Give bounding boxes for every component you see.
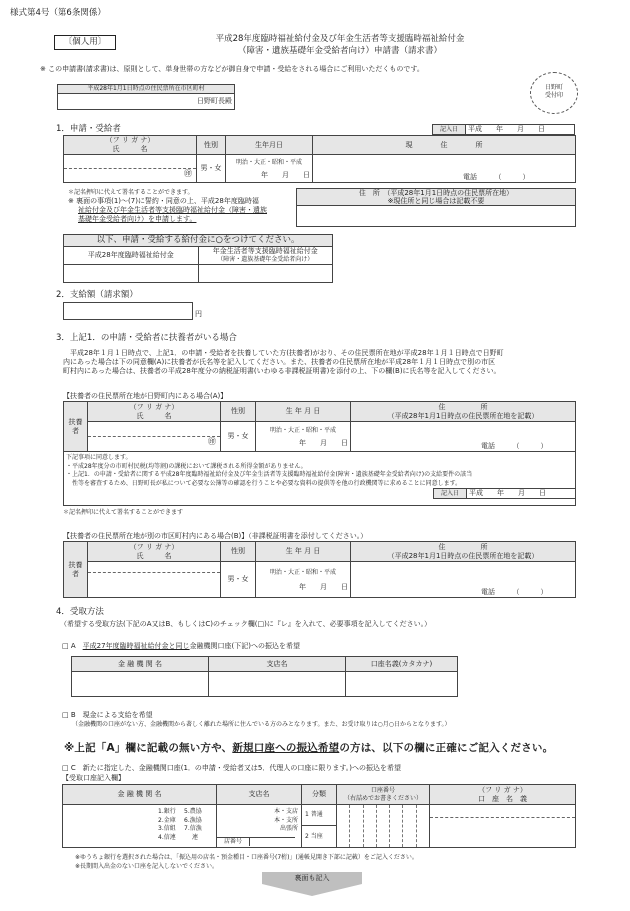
stamp-line-1: 日野町 xyxy=(544,84,563,91)
option-c-holder-header: （フ リ ガ ナ） 口 座 名 義 xyxy=(430,785,576,805)
jan1-address-header: 住 所 （平成28年1月1日時点の住民票所在地） ※現住所と同じ場合は記載不要 xyxy=(297,189,576,206)
branch-number-label: 店番号 xyxy=(217,838,250,846)
consent-line-4: 性等を審査するため、日野町長が私について必要な公簿等の確認を行うことや必要な資料の提供等を他の行政機関等に求めることに同意します。 xyxy=(66,479,462,487)
sec3b-sex-header: 性別 xyxy=(221,542,256,562)
sec2-title: 2．支給額（請求額） xyxy=(56,290,138,300)
option-a-bank-field[interactable] xyxy=(72,672,209,697)
see-reverse-arrow xyxy=(262,872,362,900)
residence-box-header: 平成28年1月1日時点の住民票所在市区町村 xyxy=(58,85,235,94)
sec3-a-table xyxy=(63,401,576,506)
sec3-title: 3．上記1．の申請・受給者に扶養者がいる場合 xyxy=(56,333,237,343)
sec3a-address-field[interactable]: 電話 （ ） xyxy=(351,422,576,452)
sec3-para-2: 内にあった場合は下の同意欄(A)に扶養者が氏名等を記入してください。また、扶養者の住民票所在地が平成28年１月１日時点で別の市区 xyxy=(63,358,496,366)
sec3-para-3: 町村内にあった場合は、扶養者の平成28年度分の納税証明書(いわゆる非課税証明書)を添付の上、下の欄(B)に氏名等を記入してください。 xyxy=(63,367,501,375)
fuyosha-label-a: 扶養者 xyxy=(64,402,88,452)
option-c-sub: 【受取口座記入欄】 xyxy=(62,774,125,782)
sign-note: ＊記名押印に代えて署名することができます。 xyxy=(68,189,194,196)
pledge-line-3: 基礎年金受給者向け）を申請します。 xyxy=(78,215,197,223)
option-c-table xyxy=(62,784,576,848)
option-c-bank-header: 金 融 機 関 名 xyxy=(63,785,217,805)
sec1-name-field[interactable] xyxy=(64,155,197,183)
benefit-option-a[interactable]: 平成28年度臨時福祉給付金 xyxy=(64,246,199,264)
sec3-para-1: 平成28年１月１日時点で、上記1．の申請・受給者を扶養していた方(扶養者)がおり、その住民票所在地が平成28年１月１日時点で日野町 xyxy=(70,349,504,357)
sec3b-address-header: 住 所 （平成28年1月1日時点の住民票所在地を記載） xyxy=(351,542,576,562)
form-number: 様式第4号（第6条関係） xyxy=(10,8,106,18)
benefit-circle-b[interactable] xyxy=(198,264,333,282)
option-a-checkbox[interactable]: □ A xyxy=(62,642,83,650)
consent-line-3: ・上記1．の申請・受給者に関する平成28年度臨時福祉給付金及び年金生活者等支援臨時福祉給付金(障害・遺族基礎年金受給者向け)の支給要件の該当 xyxy=(66,471,473,478)
address-field[interactable] xyxy=(313,155,576,183)
sec3a-address-header: 住 所 （平成28年1月1日時点の住民票所在地を記載） xyxy=(351,402,576,422)
kojin-label: 〔個人用〕 xyxy=(54,35,116,50)
sec1-name-header xyxy=(64,136,197,155)
furigana-label: （フ リ ガ ナ） xyxy=(105,136,155,144)
bank-types-col2: 5.農協 6.漁協 7.信漁 連 xyxy=(184,808,202,841)
option-c-branch-header: 支店名 xyxy=(217,785,302,805)
sec3a-sex-field[interactable]: 男・女 xyxy=(221,422,256,452)
option-c-label[interactable]: □ C 新たに指定した、金融機関口座(1．の申請・受給者又は5．代理人の口座に限ります。)への振込を希望 xyxy=(62,764,402,772)
sec3a-birth-field[interactable]: 明治・大正・昭和・平成 年 月 日 xyxy=(256,422,351,452)
usage-notice: ※ この申請書(請求書)は、原則として、単身世帯の方などが御自身で申請・受給をされる場合にご利用いただくものです。 xyxy=(40,65,424,73)
sec3a-name-header: （フ リ ガ ナ） 氏 名 xyxy=(88,402,221,422)
consent-block xyxy=(64,452,576,506)
sec4-title: 4．受取方法 xyxy=(56,607,104,617)
option-c-kind-field[interactable] xyxy=(302,805,337,848)
sec1-birth-header: 生年月日 xyxy=(226,136,313,155)
consent-line-2: ・平成28年度分の市町村民税(均等割)の課税において課税される所得金額がありません。 xyxy=(66,462,307,470)
era-options: 明治・大正・昭和・平成 xyxy=(235,158,302,166)
kind-current[interactable]: 2 当座 xyxy=(305,833,323,840)
branch-number-row[interactable] xyxy=(217,837,295,847)
new-account-notice: ※上記「A」欄に記載の無い方や、新規口座への振込希望の方は、以下の欄に正確にご記入ください。 xyxy=(64,742,554,754)
option-a-branch-field[interactable] xyxy=(209,672,346,697)
sec3-kinyubi-label: 記入日 xyxy=(434,489,467,499)
amount-field[interactable] xyxy=(63,302,193,320)
option-a-text: 金融機関口座(下記)への振込を希望 xyxy=(189,642,301,650)
name-label: 氏 名 xyxy=(112,145,148,153)
pledge-line-1: ※ 裏面の事項(1)〜(7)に誓約・同意の上、平成28年度臨時福 xyxy=(68,197,259,205)
birthdate-field[interactable] xyxy=(226,155,313,183)
residence-box xyxy=(57,84,235,110)
option-c-holder-field[interactable] xyxy=(430,805,576,848)
sec3b-birth-field[interactable]: 明治・大正・昭和・平成 年 月 日 xyxy=(256,562,351,598)
arrow-down-icon xyxy=(262,884,362,896)
sec1-address-header: 現 住 所 xyxy=(313,136,576,155)
benefit-circle-a[interactable] xyxy=(64,264,199,282)
option-c-number-header: 口座番号 （右詰めでお書きください） xyxy=(337,785,430,805)
option-a-holder-field[interactable] xyxy=(346,672,458,697)
sec3-b-title: 【扶養者の住民票所在地が別の市区町村内にある場合(B)】（非課税証明書を添付してください。） xyxy=(63,532,368,540)
yen-label: 円 xyxy=(195,310,202,318)
option-b-label[interactable]: □ B 現金による支給を希望 xyxy=(62,711,153,719)
addressee: 日野町長殿 xyxy=(58,94,235,110)
sec3b-sex-field[interactable]: 男・女 xyxy=(221,562,256,598)
sec3-sign-note: ＊記名押印に代えて署名することができます xyxy=(63,509,184,516)
sec3a-seal-mark: ㊞ xyxy=(208,437,216,446)
form-title-2: （障害・遺族基礎年金受給者向け）申請書（請求書） xyxy=(237,46,442,56)
sec4-note: （希望する受取方法(下記のA又はB、もしくはC)のチェック欄(□)に『レ』を入れて、必要事項を記入してください。） xyxy=(60,620,432,628)
sec3a-sex-header: 性別 xyxy=(221,402,256,422)
sec1-sex-header: 性別 xyxy=(197,136,226,155)
stamp-line-2: 受付印 xyxy=(544,91,563,99)
sec3b-name-header: （フ リ ガ ナ） 氏 名 xyxy=(88,542,221,562)
option-b-note: （金融機関の口座がない方、金融機関から著しく離れた場所に住んでいる方のみとなります。また、お受け取りは○月○日からとなります。） xyxy=(72,721,451,728)
sec1-date-row xyxy=(432,124,575,135)
sec3b-address-field[interactable]: 電話 （ ） xyxy=(351,562,576,598)
sec1-kinyubi-label: 記入日 xyxy=(433,125,466,135)
branch-types: 本・支店 本・支所 出張所 xyxy=(273,808,298,832)
ymd-label: 年 月 日 xyxy=(261,170,310,179)
fuyosha-label-b: 扶養者 xyxy=(64,542,88,598)
reception-stamp xyxy=(530,72,578,114)
sec1-title: 1．申請・受給者 xyxy=(56,124,121,134)
jan1-address-box xyxy=(296,188,576,227)
bank-types-col1: 1.銀行 2.金庫 3.信組 4.信連 xyxy=(158,808,176,841)
see-reverse-label: 裏面も記入 xyxy=(262,872,362,884)
benefit-select-table xyxy=(63,234,333,283)
form-title-1: 平成28年度臨時福祉給付金及び年金生活者等支援臨時福祉給付金 xyxy=(215,34,465,44)
sec3a-birth-header: 生 年 月 日 xyxy=(256,402,351,422)
jan1-address-field[interactable] xyxy=(297,206,576,227)
sex-field[interactable]: 男・女 xyxy=(197,155,226,183)
seal-mark: ㊞ xyxy=(184,168,192,178)
option-c-bank-field[interactable] xyxy=(63,805,217,848)
benefit-option-b[interactable]: 年金生活者等支援臨時福祉給付金 （障害・遺族基礎年金受給者向け） xyxy=(198,246,333,264)
sec3-a-title: 【扶養者の住民票所在地が日野町内にある場合(A)】 xyxy=(63,392,228,400)
sec3b-name-field[interactable] xyxy=(88,562,221,598)
option-a-branch-header: 支店名 xyxy=(209,657,346,672)
option-c-branch-field[interactable] xyxy=(217,805,302,848)
option-c-number-field[interactable] xyxy=(337,805,430,848)
long-term-note: ※長期間入出金のない口座を記入しないでください。 xyxy=(75,863,219,870)
sec3b-birth-header: 生 年 月 日 xyxy=(256,542,351,562)
sec3-date-field[interactable]: 平成 年 月 日 xyxy=(467,489,576,499)
yucho-note: ※ゆうちょ銀行を選択された場合は、「振込用の店名・預金種目・口座番号(7桁)」(通帳見開き下部に記載）をご記入ください。 xyxy=(75,854,418,861)
pledge-line-2: 祉給付金及び年金生活者等支援臨時福祉給付金（障害・遺族 xyxy=(78,206,267,214)
sec3a-name-field[interactable] xyxy=(88,422,221,452)
sec3-date-row xyxy=(433,488,576,499)
option-a-row[interactable] xyxy=(62,642,300,651)
tel-label: 電話 （ ） xyxy=(463,173,530,182)
benefit-select-title: 以下、申請・受給する給付金に○をつけてください。 xyxy=(64,235,333,247)
sec1-date-field[interactable]: 平成 年 月 日 xyxy=(466,125,575,135)
option-a-table xyxy=(71,656,458,697)
option-a-holder-header: 口座名義(カタカナ) xyxy=(346,657,458,672)
option-a-bank-header: 金 融 機 関 名 xyxy=(72,657,209,672)
sec1-applicant-table xyxy=(63,135,576,183)
option-a-text-underline: 平成27年度臨時福祉給付金と同じ xyxy=(82,642,190,650)
sec3-b-table xyxy=(63,541,576,598)
consent-line-1: 下記事項に同意します。 xyxy=(66,454,132,461)
kind-ordinary[interactable]: 1 普通 xyxy=(302,805,336,826)
option-c-kind-header: 分類 xyxy=(302,785,337,805)
